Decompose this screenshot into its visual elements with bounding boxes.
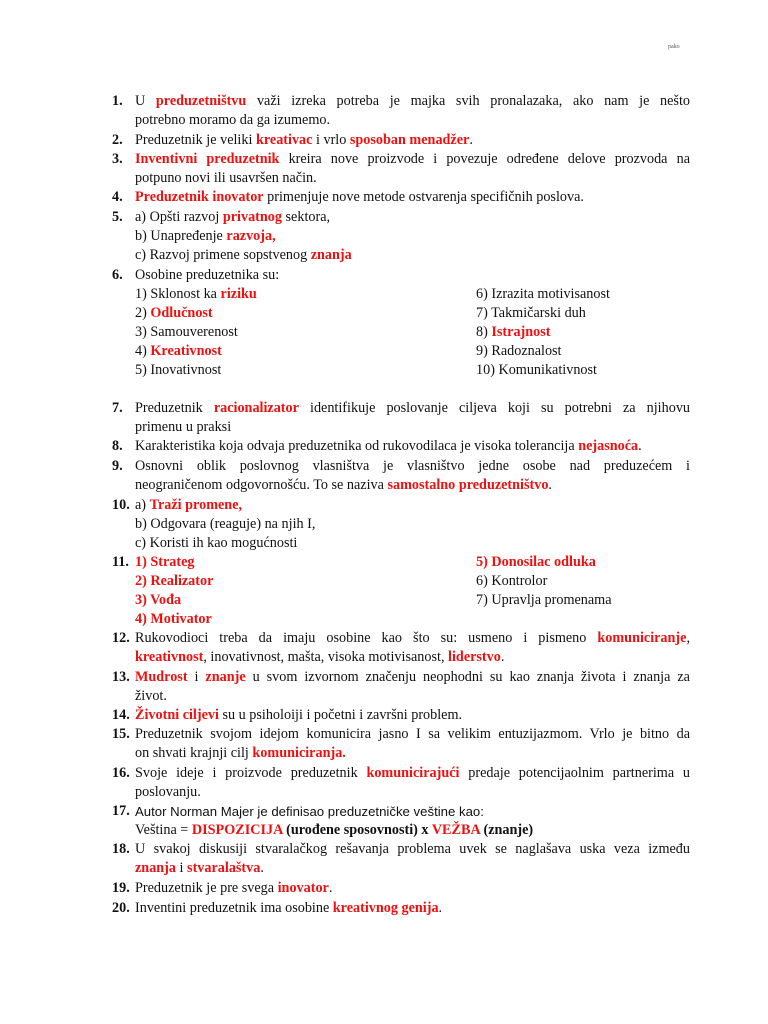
text-run: .: [469, 132, 473, 148]
two-column-row: [135, 361, 690, 380]
text-run: c) Razvoj primene sopstvenog: [135, 247, 311, 263]
highlighted-term: 3) Vođa: [135, 592, 182, 608]
item-body: [135, 92, 690, 130]
text-run: 9) Radoznalost: [476, 343, 562, 359]
item-line: [135, 188, 690, 207]
text-run: .: [500, 649, 505, 665]
text-run: Karakteristika koja odvaja preduzetnika od rukovodilaca je visoka tolerancija: [135, 438, 579, 454]
item-line: [135, 131, 690, 150]
highlighted-term: Kreativnost: [150, 343, 222, 359]
text-run: Preduzetnik svojom idejom komunicira jasno I sa velikim entuzijazmom. Vrlo je bitno da: [135, 726, 690, 742]
item-line: [135, 227, 690, 246]
item-number: 10.: [112, 497, 130, 513]
highlighted-term: Preduzetnik inovator: [135, 189, 264, 205]
text-run: kreira nove proizvode i povezuje određene delove prozvoda na: [279, 151, 690, 167]
text-run: .: [548, 477, 552, 493]
highlighted-term: nejasnoća: [578, 438, 639, 454]
item-number: 9.: [112, 458, 123, 474]
item-number: 12.: [112, 630, 130, 646]
column-right-entry: [476, 304, 586, 323]
item-body: [135, 266, 690, 380]
two-column-row: [135, 304, 690, 323]
text-run: identifikuje poslovanje ciljeva koji su potrebni za njihovu: [298, 400, 691, 416]
text-run: primenjuje nove metode ostvarenja specifičnih poslova.: [263, 189, 584, 205]
text-run: on shvati krajnji cilj: [135, 745, 253, 761]
item-body: [135, 802, 690, 840]
highlighted-term: Istrajnost: [491, 324, 551, 340]
item-line: [135, 783, 690, 802]
text-run: 8): [476, 324, 492, 340]
item-line: [135, 266, 690, 285]
item-number: 6.: [112, 267, 123, 283]
page-header-code: pako: [668, 44, 680, 50]
item-number: 18.: [112, 841, 130, 857]
highlighted-term: 1) Strateg: [135, 554, 195, 570]
text-run: Svoje ideje i proizvode preduzetnik: [135, 765, 367, 781]
item-line: [135, 476, 690, 495]
item-line: [135, 744, 690, 763]
item-line: [135, 629, 690, 648]
highlighted-term: kreativnost: [135, 649, 204, 665]
text-run: 5) Inovativnost: [135, 362, 222, 378]
item-body: [135, 899, 690, 918]
highlighted-term: 4) Motivator: [135, 611, 212, 627]
text-run: U: [135, 93, 156, 109]
column-right-entry: [476, 553, 596, 572]
item-body: [135, 150, 690, 188]
highlighted-term: stvaralaštva: [187, 860, 261, 876]
item-number: 16.: [112, 765, 130, 781]
item-number: 11.: [112, 554, 129, 570]
text-run: a) Opšti razvoj: [135, 209, 223, 225]
item-line: [135, 687, 690, 706]
text-run: 1) Sklonost ka: [135, 286, 221, 302]
text-run: b) Unapređenje: [135, 228, 227, 244]
two-column-row: [135, 610, 690, 629]
item-line: [135, 169, 690, 188]
highlighted-term: kreativac: [255, 132, 313, 148]
column-right-entry: [476, 361, 597, 380]
text-run: poslovanju.: [135, 784, 201, 800]
text-run: U svakoj diskusiji stvaralačkog rešavanja problema uvek se naglašava uska veza između: [135, 841, 690, 857]
item-number: 1.: [112, 93, 123, 109]
text-run: Osnovni oblik poslovnog vlasništva je vlasništvo jedne osobe nad preduzećem i: [135, 458, 690, 474]
text-run: 6) Kontrolor: [476, 573, 548, 589]
item-line: [135, 418, 690, 437]
item-line: [135, 821, 690, 840]
text-run: .: [260, 860, 264, 876]
highlighted-term: znanja: [135, 860, 176, 876]
text-run: (znanje): [479, 822, 534, 838]
highlighted-term: inovator: [277, 880, 329, 896]
item-line: [135, 399, 690, 418]
item-body: [135, 131, 690, 150]
text-run: 3) Samouverenost: [135, 324, 238, 340]
column-right-entry: [476, 591, 612, 610]
text-run: Preduzetnik je veliki: [135, 132, 256, 148]
highlighted-term: riziku: [220, 286, 257, 302]
text-run: 6) Izrazita motivisanost: [476, 286, 610, 302]
text-run: važi izreka potreba je majka svih pronalazaka, ako nam je nešto: [246, 93, 690, 109]
item-line: [135, 515, 690, 534]
column-left-entry: [135, 553, 195, 572]
text-run: potpuno novi ili usavršen način.: [135, 170, 317, 186]
item-number: 4.: [112, 189, 123, 205]
highlighted-term: komunicirajući: [366, 765, 460, 781]
highlighted-term: Mudrost: [135, 669, 188, 685]
item-body: [135, 668, 690, 706]
text-run: 4): [135, 343, 151, 359]
item-line: [135, 208, 690, 227]
text-run: i vrlo: [312, 132, 350, 148]
item-body: [135, 840, 690, 878]
item-line: [135, 150, 690, 169]
column-left-entry: [135, 610, 212, 629]
item-line: [135, 764, 690, 783]
highlighted-term: Odlučnost: [150, 305, 213, 321]
column-left-entry: [135, 361, 221, 380]
text-run: Inventini preduzetnik ima osobine: [135, 900, 333, 916]
item-number: 20.: [112, 900, 130, 916]
item-line: [135, 706, 690, 725]
item-body: [135, 725, 690, 763]
item-number: 15.: [112, 726, 130, 742]
column-left-entry: [135, 285, 257, 304]
two-column-row: [135, 572, 690, 591]
two-column-row: [135, 553, 690, 572]
column-left-entry: [135, 591, 181, 610]
two-column-row: [135, 591, 690, 610]
item-body: [135, 457, 690, 495]
text-run: (urođene sposovnosti) x: [282, 822, 432, 838]
item-number: 17.: [112, 803, 130, 819]
text-run: , inovativnost, mašta, visoka motivisanost,: [203, 649, 449, 665]
two-column-row: [135, 285, 690, 304]
highlighted-term: Životni ciljevi: [135, 707, 219, 723]
item-number: 7.: [112, 400, 123, 416]
two-column-row: [135, 323, 690, 342]
highlighted-term: razvoja,: [226, 228, 276, 244]
highlighted-term: preduzetništvu: [155, 93, 247, 109]
text-run: c) Koristi ih kao mogućnosti: [135, 535, 298, 551]
item-body: [135, 188, 690, 207]
column-left-entry: [135, 342, 222, 361]
item-body: [135, 706, 690, 725]
highlighted-term: komuniciranje: [597, 630, 687, 646]
item-line: [135, 496, 690, 515]
text-run: sektora,: [281, 209, 331, 225]
text-run: primenu u praksi: [135, 419, 232, 435]
item-body: [135, 764, 690, 802]
highlighted-term: samostalno preduzetništvo: [387, 477, 549, 493]
item-body: [135, 553, 690, 629]
column-right-entry: [476, 342, 562, 361]
text-run: i: [176, 860, 188, 876]
item-body: [135, 437, 690, 456]
highlighted-term: Traži promene,: [149, 497, 243, 513]
highlighted-term: liderstvo: [448, 649, 501, 665]
text-run: Preduzetnik je pre svega: [135, 880, 278, 896]
highlighted-term: VEŽBA: [431, 822, 480, 838]
text-run: predaje potencijaolnim partnerima u: [459, 765, 690, 781]
item-body: [135, 629, 690, 667]
text-run: u svom izvornom značenju neophodni su kao znanja života i znanja za: [245, 669, 690, 685]
text-run: a): [135, 497, 150, 513]
highlighted-term: racionalizator: [213, 400, 299, 416]
text-run: Autor Norman Majer je definisao preduzetničke veštine kao:: [135, 804, 484, 819]
text-run: Osobine preduzetnika su:: [135, 267, 280, 283]
highlighted-term: DISPOZICIJA: [191, 822, 283, 838]
item-line: [135, 648, 690, 667]
text-run: neograničenom odgovornošću. To se naziva: [135, 477, 388, 493]
text-run: b) Odgovara (reaguje) na njih I,: [135, 516, 316, 532]
column-right-entry: [476, 285, 610, 304]
text-run: .: [328, 880, 333, 896]
item-line: [135, 246, 690, 265]
item-number: 19.: [112, 880, 130, 896]
item-line: [135, 840, 690, 859]
item-line: [135, 725, 690, 744]
item-number: 13.: [112, 669, 130, 685]
text-run: Rukovodioci treba da imaju osobine kao što su: usmeno i pismeno: [135, 630, 598, 646]
text-run: Preduzetnik: [135, 400, 214, 416]
two-column-row: [135, 342, 690, 361]
item-line: [135, 899, 690, 918]
text-run: i: [187, 669, 206, 685]
item-body: [135, 399, 690, 437]
text-run: .: [438, 900, 443, 916]
item-line: [135, 668, 690, 687]
item-line: [135, 802, 690, 821]
column-right-entry: [476, 572, 547, 591]
item-line: [135, 111, 690, 130]
text-run: 10) Komunikativnost: [476, 362, 597, 378]
highlighted-term: sposoban menadžer: [349, 132, 470, 148]
text-run: 2): [135, 305, 151, 321]
column-left-entry: [135, 572, 213, 591]
item-line: [135, 437, 690, 456]
item-body: [135, 879, 690, 898]
highlighted-term: komuniciranja.: [252, 745, 346, 761]
text-run: potrebno moramo da ga izumemo.: [135, 112, 331, 128]
highlighted-term: kreativnog genija: [332, 900, 439, 916]
item-number: 8.: [112, 438, 123, 454]
item-line: [135, 859, 690, 878]
text-run: 7) Upravlja promenama: [476, 592, 612, 608]
highlighted-term: znanja: [310, 247, 352, 263]
item-line: [135, 879, 690, 898]
item-line: [135, 534, 690, 553]
highlighted-term: 5) Donosilac odluka: [476, 554, 596, 570]
highlighted-term: Inventivni preduzetnik: [135, 151, 280, 167]
item-number: 5.: [112, 209, 123, 225]
item-number: 2.: [112, 132, 123, 148]
column-left-entry: [135, 323, 238, 342]
text-run: 7) Takmičarski duh: [476, 305, 586, 321]
highlighted-term: privatnog: [222, 209, 282, 225]
text-run: život.: [135, 688, 167, 704]
text-run: su u psiholoiji i početni i završni problem.: [218, 707, 463, 723]
text-run: ,: [686, 630, 690, 646]
item-number: 3.: [112, 151, 123, 167]
highlighted-term: znanje: [205, 669, 246, 685]
item-line: [135, 457, 690, 476]
column-right-entry: [476, 323, 551, 342]
text-run: .: [638, 438, 642, 454]
item-number: 14.: [112, 707, 130, 723]
highlighted-term: 2) Realizator: [135, 573, 214, 589]
text-run: Veština =: [135, 822, 192, 838]
item-body: [135, 496, 690, 553]
item-body: [135, 208, 690, 265]
item-line: [135, 92, 690, 111]
column-left-entry: [135, 304, 213, 323]
